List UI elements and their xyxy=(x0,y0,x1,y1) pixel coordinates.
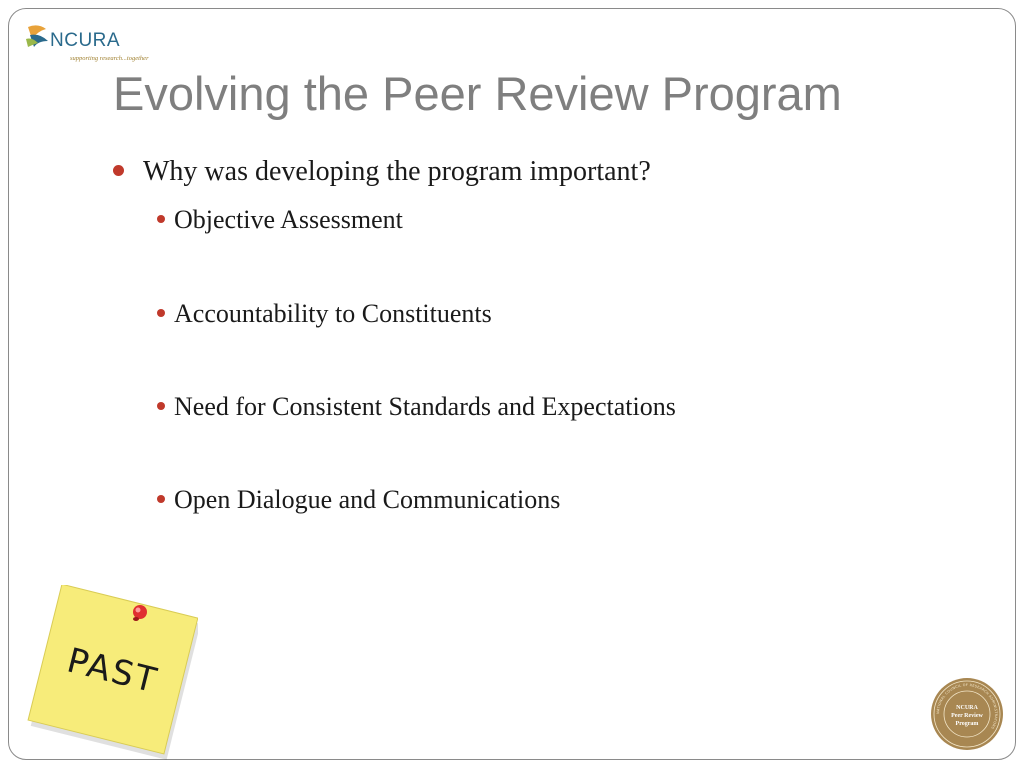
seal-line-3: Program xyxy=(955,721,979,727)
ncura-logo xyxy=(24,18,164,66)
sub-bullet-text: Accountability to Constituents xyxy=(174,299,492,328)
seal-ring-text: NATIONAL COUNCIL OF RESEARCH ADMINISTRATORS xyxy=(935,682,999,730)
bullet-dot-icon xyxy=(157,215,165,223)
sticky-note-text: PAST xyxy=(63,640,162,702)
bullet-dot-icon xyxy=(157,309,165,317)
sub-bullet-text: Objective Assessment xyxy=(174,205,403,234)
bullet-main xyxy=(113,154,651,190)
sub-bullet-item xyxy=(157,203,403,237)
seal-line-2: Peer Review xyxy=(951,713,983,719)
sub-bullet-item xyxy=(157,297,492,331)
sub-bullet-item xyxy=(157,390,676,424)
bullet-main-text: Why was developing the program important? xyxy=(143,156,651,187)
slide-title: Evolving the Peer Review Program xyxy=(113,67,842,120)
sub-bullet-text: Need for Consistent Standards and Expectations xyxy=(174,392,676,421)
seal-line-1: NCURA xyxy=(956,705,978,711)
sub-bullet-item xyxy=(157,483,560,517)
sticky-note xyxy=(8,585,198,765)
peer-review-seal xyxy=(930,677,1004,751)
bullet-dot-icon xyxy=(157,402,165,410)
bullet-dot-icon xyxy=(157,495,165,503)
logo-name: NCURA xyxy=(50,30,121,51)
bullet-dot-icon xyxy=(113,165,124,176)
sub-bullet-text: Open Dialogue and Communications xyxy=(174,485,561,514)
logo-tagline: supporting research...together xyxy=(70,55,149,62)
